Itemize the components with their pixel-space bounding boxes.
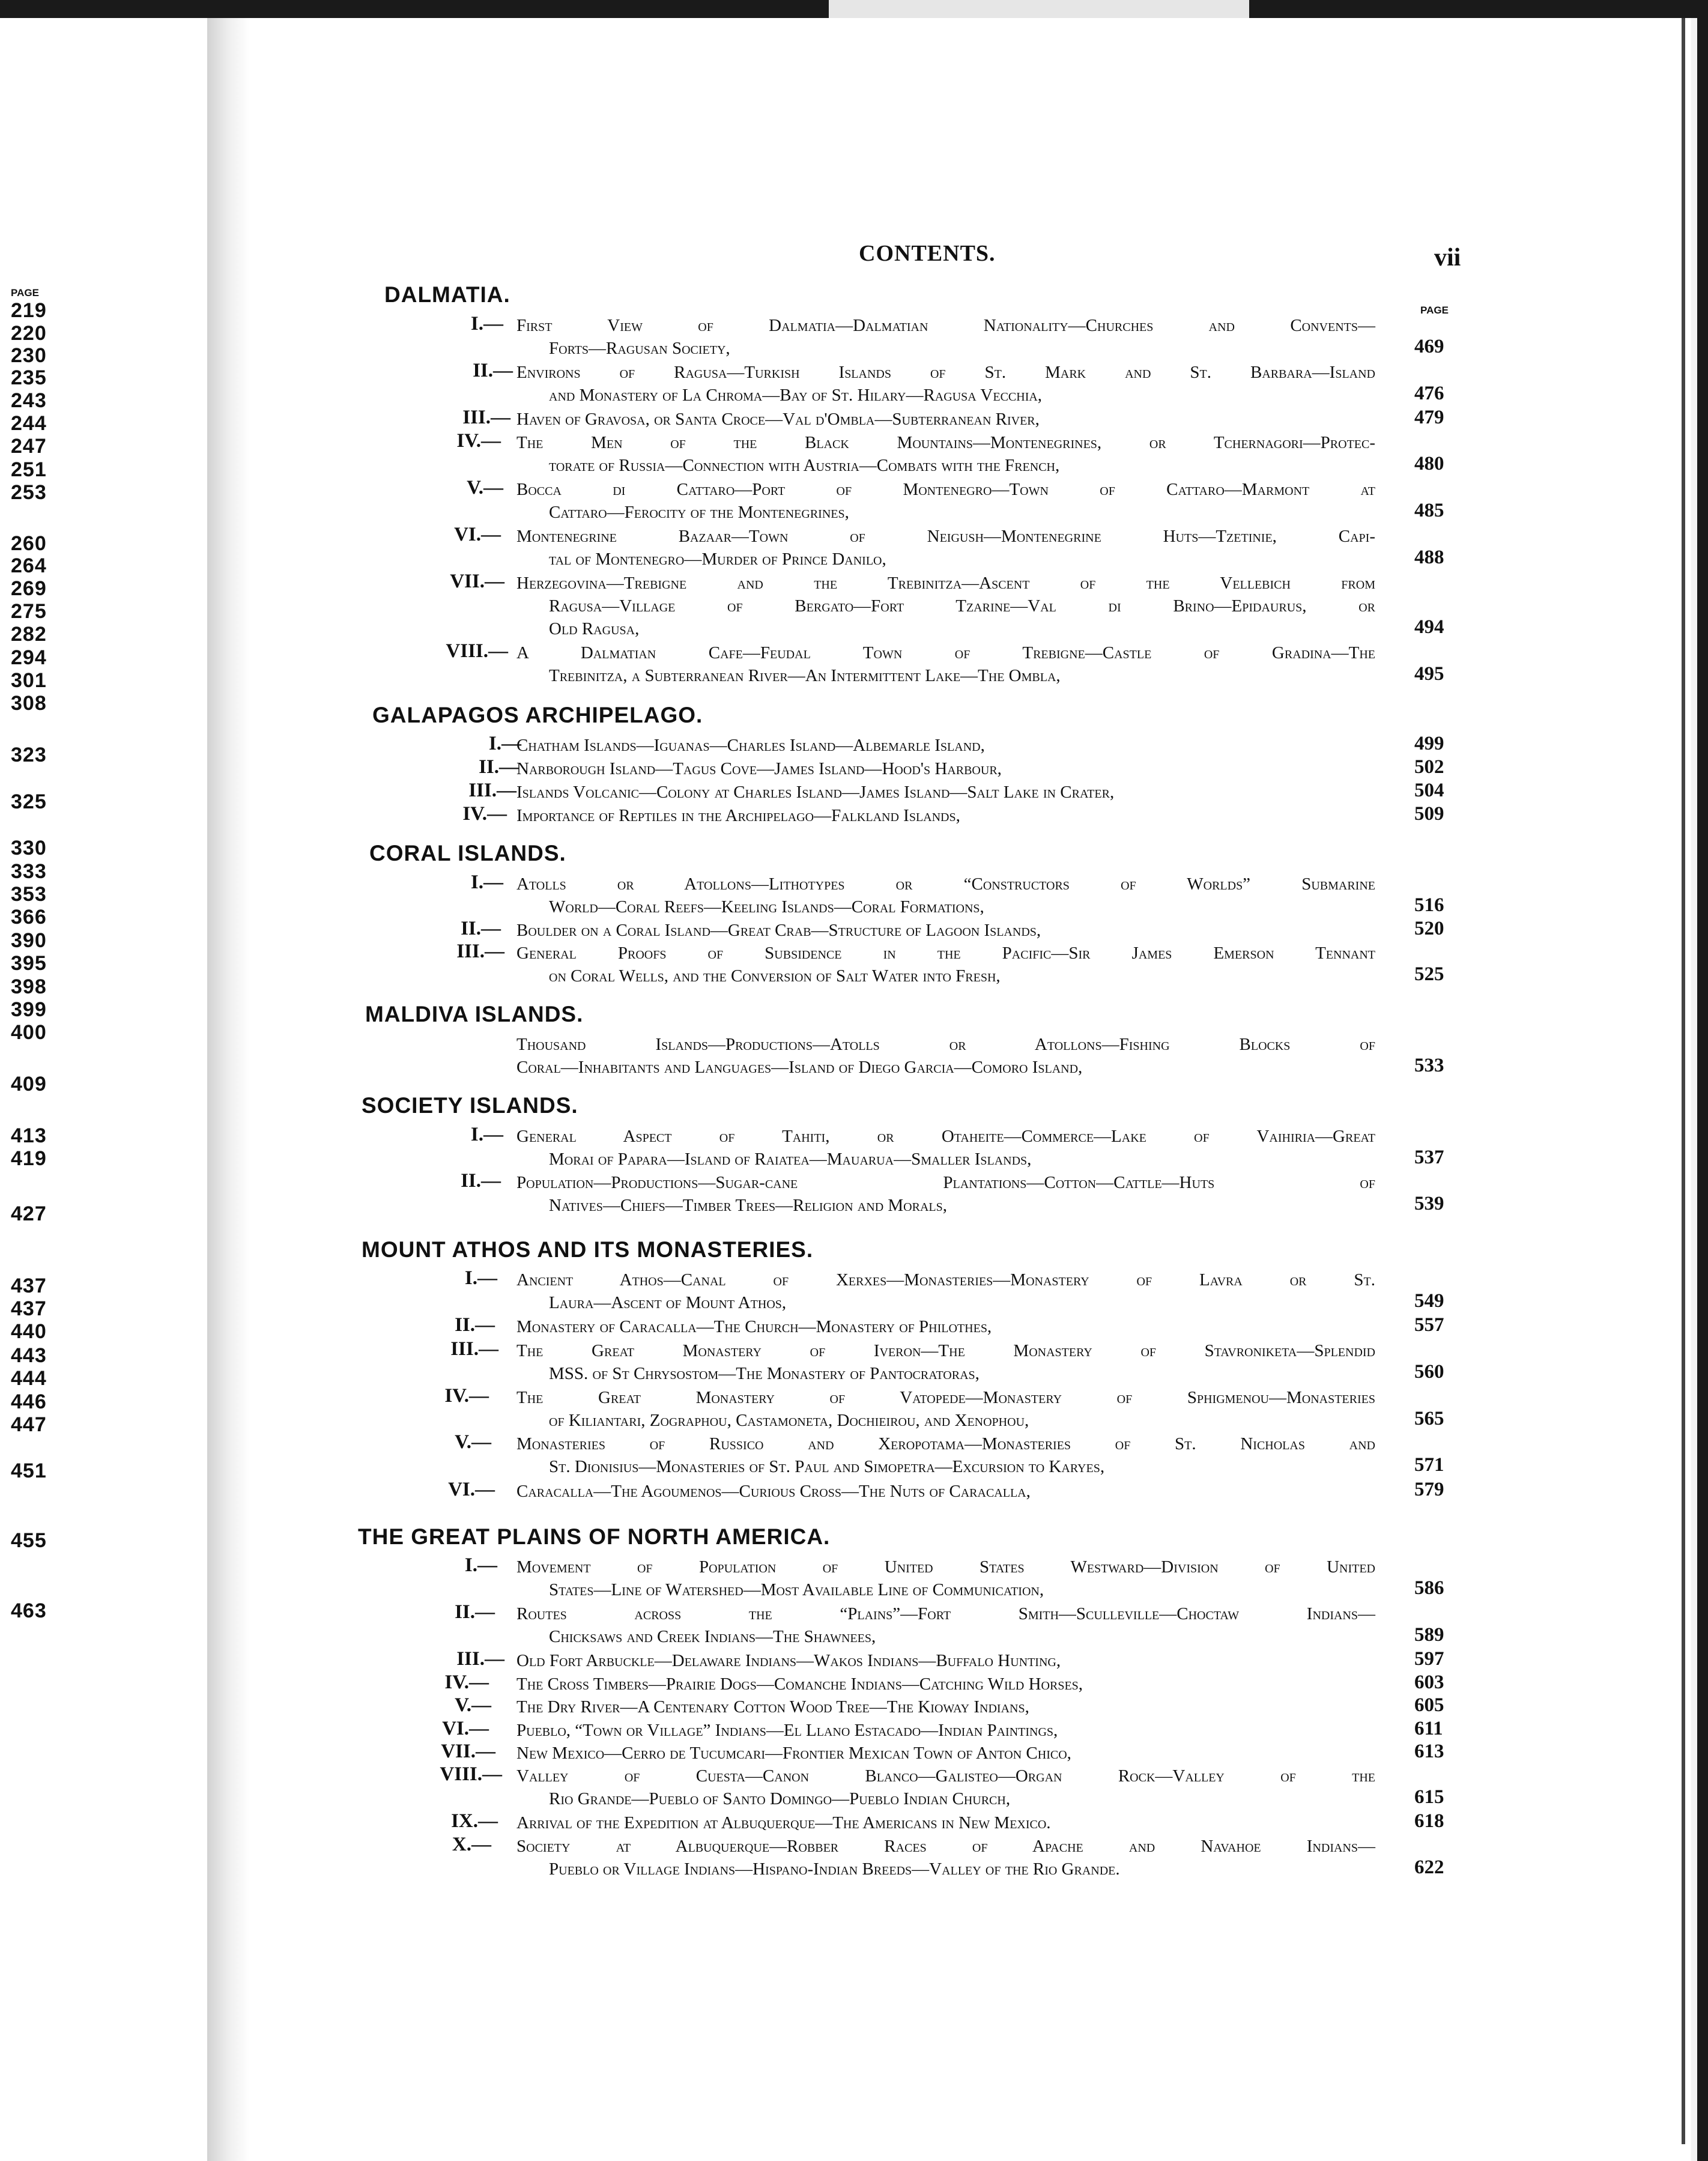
entry-line: Haven of Gravosa, or Santa Croce—Val d'Ombla—Subterranean River, — [516, 410, 1040, 429]
toc-entry — [464, 1267, 1375, 1314]
section-heading: MOUNT ATHOS AND ITS MONASTERIES. — [362, 1237, 814, 1262]
toc-entry — [467, 477, 1375, 524]
toc-entry — [444, 1672, 1375, 1696]
entry-line: Coral—Inhabitants and Languages—Island of Diego Garcia—Comoro Island, — [516, 1058, 1083, 1077]
page-number: 611 — [1414, 1718, 1443, 1739]
entry-line: on Coral Wells, and the Conversion of Salt Water into Fresh, — [549, 966, 1001, 986]
left-page-number: 451 — [11, 1459, 47, 1482]
chapter-number: III.— — [468, 780, 516, 801]
entry-line: Pueblo, “Town or Village” Indians—El Llano Estacado—Indian Paintings, — [516, 1721, 1058, 1740]
left-page-number: 275 — [11, 600, 47, 623]
section-heading: GALAPAGOS ARCHIPELAGO. — [372, 703, 703, 727]
entry-line: Movement of Population of United States Westward—Division of United — [516, 1557, 1375, 1577]
left-page-number: 398 — [11, 975, 47, 998]
left-page-number: 333 — [11, 860, 47, 883]
chapter-number: III.— — [450, 1338, 498, 1360]
left-page-number: 413 — [11, 1124, 47, 1147]
toc-entry — [470, 1124, 1375, 1171]
chapter-number: VIII.— — [440, 1763, 502, 1785]
left-page-number: 400 — [11, 1021, 47, 1044]
entry-line: The Men of the Black Mountains—Montenegrines, or Tchernagori—Protec- — [516, 433, 1375, 452]
left-page-number: 463 — [11, 1599, 47, 1622]
entry-line: General Proofs of Subsidence in the Pacific—Sir James Emerson Tennant — [516, 944, 1375, 963]
chapter-number: VI.— — [454, 524, 501, 545]
page-number: 495 — [1414, 663, 1444, 685]
entry-line: Pueblo or Village Indians—Hispano-Indian Breeds—Valley of the Rio Grande. — [549, 1859, 1120, 1879]
chapter-number: IV.— — [462, 803, 507, 825]
entry-line: The Great Monastery of Vatopede—Monastery of Sphigmenou—Monasteries — [516, 1388, 1375, 1407]
left-page-number: 427 — [11, 1202, 47, 1225]
entry-line: Forts—Ragusan Society, — [549, 339, 730, 358]
entry-line: Chicksaws and Creek Indians—The Shawnees, — [549, 1627, 876, 1646]
chapter-number: I.— — [470, 1124, 503, 1145]
chapter-number: I.— — [470, 871, 503, 893]
entry-line: of Kiliantari, Zographou, Castamoneta, Dochieirou, and Xenophou, — [549, 1411, 1029, 1430]
page-column-label: PAGE — [1420, 305, 1449, 316]
entry-line: Old Fort Arbuckle—Delaware Indians—Wakos Indians—Buffalo Hunting, — [516, 1651, 1061, 1670]
toc-entry — [450, 1338, 1375, 1385]
page-number: 480 — [1414, 453, 1444, 474]
chapter-number: I.— — [464, 1554, 497, 1576]
page-number: 557 — [1414, 1314, 1444, 1336]
chapter-number: VIII.— — [446, 640, 508, 662]
entry-line: Herzegovina—Trebigne and the Trebinitza—Ascent of the Vellebich from — [516, 574, 1375, 593]
left-page-number: 437 — [11, 1274, 47, 1297]
toc-entry — [479, 756, 1375, 780]
page-number: 615 — [1414, 1786, 1444, 1808]
page-number: 549 — [1414, 1290, 1444, 1312]
left-page-number: 264 — [11, 554, 47, 577]
entry-line: First View of Dalmatia—Dalmatian Nationality—Churches and Convents— — [516, 316, 1375, 335]
left-page-number: 325 — [11, 790, 47, 813]
left-page-number: 330 — [11, 837, 47, 859]
chapter-number: VII.— — [441, 1741, 495, 1762]
entry-line: torate of Russia—Connection with Austria—Combats with the French, — [549, 456, 1060, 475]
left-page-number: 443 — [11, 1344, 47, 1367]
entry-line: Arrival of the Expedition at Albuquerque—The Americans in New Mexico. — [516, 1813, 1051, 1832]
entry-line: and Monastery of La Chroma—Bay of St. Hilary—Ragusa Vecchia, — [549, 386, 1043, 405]
folio: vii — [1434, 244, 1461, 271]
left-page-number: 235 — [11, 366, 47, 389]
toc-entry — [442, 1718, 1375, 1742]
toc-entry — [461, 1170, 1375, 1217]
left-page-number: 353 — [11, 883, 47, 906]
page-number: 560 — [1414, 1361, 1444, 1383]
left-page-number: 247 — [11, 435, 47, 458]
left-page-number: 446 — [11, 1390, 47, 1413]
page-number: 516 — [1414, 894, 1444, 916]
page-number: 603 — [1414, 1672, 1444, 1693]
toc-entry — [488, 733, 1375, 757]
left-page-number: 308 — [11, 692, 47, 715]
page-number: 533 — [1414, 1055, 1444, 1076]
entry-line: St. Dionisius—Monasteries of St. Paul and Simopetra—Excursion to Karyes, — [549, 1457, 1105, 1476]
section-heading: SOCIETY ISLANDS. — [362, 1093, 578, 1118]
left-page-number: 219 — [11, 299, 47, 322]
chapter-number: III.— — [462, 407, 510, 428]
chapter-number: I.— — [464, 1267, 497, 1289]
toc-entry — [455, 1314, 1375, 1338]
page-number: 571 — [1414, 1454, 1444, 1476]
entry-line: Monasteries of Russico and Xeropotama—Monasteries of St. Nicholas and — [516, 1434, 1375, 1453]
running-head: CONTENTS. — [859, 241, 996, 266]
toc-entry — [440, 1763, 1375, 1810]
section-heading: MALDIVA ISLANDS. — [365, 1002, 584, 1026]
entry-line: Montenegrine Bazaar—Town of Neigush—Montenegrine Huts—Tzetinie, Capi- — [516, 527, 1375, 546]
chapter-number: I.— — [470, 313, 503, 335]
scan-top-scrap — [829, 0, 1249, 18]
chapter-number: IV.— — [456, 430, 501, 452]
chapter-number: VI.— — [442, 1718, 489, 1739]
left-page-number: 409 — [11, 1073, 47, 1096]
toc-entry — [456, 430, 1375, 477]
gutter-shadow — [207, 18, 249, 2161]
chapter-number: V.— — [455, 1431, 491, 1453]
entry-line: The Dry River—A Centenary Cotton Wood Tree—The Kioway Indians, — [516, 1697, 1029, 1717]
page-number: 539 — [1414, 1193, 1444, 1214]
entry-line: Rio Grande—Pueblo of Santo Domingo—Pueblo Indian Church, — [549, 1789, 1011, 1808]
entry-line: Old Ragusa, — [549, 619, 640, 638]
toc-entry — [473, 360, 1375, 407]
page-number: 586 — [1414, 1577, 1444, 1599]
page-number: 509 — [1414, 803, 1444, 825]
toc-entry — [450, 571, 1375, 640]
entry-line: Society at Albuquerque—Robber Races of Apache and Navahoe Indians— — [516, 1837, 1375, 1856]
chapter-number: III.— — [456, 1648, 504, 1670]
left-page-number: 395 — [11, 952, 47, 975]
page-number: 499 — [1414, 733, 1444, 754]
entry-line: Ancient Athos—Canal of Xerxes—Monasteries—Monastery of Lavra or St. — [516, 1270, 1375, 1290]
page-number: 579 — [1414, 1479, 1444, 1500]
entry-line: A Dalmatian Cafe—Feudal Town of Trebigne—Castle of Gradina—The — [516, 643, 1375, 662]
scan-right-border — [1697, 0, 1708, 2161]
left-page-number: 390 — [11, 929, 47, 952]
left-page-margin — [11, 287, 62, 1622]
scan-right-gap — [1691, 18, 1697, 2161]
section-heading: DALMATIA. — [384, 282, 510, 307]
entry-line: Environs of Ragusa—Turkish Islands of St. Mark and St. Barbara—Island — [516, 363, 1375, 382]
chapter-number: VI.— — [448, 1479, 495, 1500]
chapter-number: X.— — [452, 1834, 491, 1855]
entry-line: Laura—Ascent of Mount Athos, — [549, 1293, 787, 1312]
entry-line: World—Coral Reefs—Keeling Islands—Coral Formations, — [549, 897, 984, 917]
left-page-label: PAGE — [11, 287, 39, 299]
page-number: 520 — [1414, 918, 1444, 939]
page-number: 504 — [1414, 780, 1444, 801]
toc-entry — [462, 407, 1375, 431]
entry-line: Bocca di Cattaro—Port of Montenegro—Town of Cattaro—Marmont at — [516, 480, 1375, 499]
left-page-number: 366 — [11, 906, 47, 929]
chapter-number: V.— — [455, 1694, 491, 1716]
entry-line: Morai of Papara—Island of Raiatea—Mauarua—Smaller Islands, — [549, 1150, 1032, 1169]
toc-entry — [444, 1385, 1375, 1432]
entry-line: Boulder on a Coral Island—Great Crab—Structure of Lagoon Islands, — [516, 921, 1041, 940]
left-page-number: 455 — [11, 1529, 47, 1552]
page-number: 494 — [1414, 616, 1444, 638]
entry-line: Atolls or Atollons—Lithotypes or “Constructors of Worlds” Submarine — [516, 874, 1375, 894]
entry-line: Valley of Cuesta—Canon Blanco—Galisteo—Organ Rock—Valley of the — [516, 1766, 1375, 1786]
entry-line: Thousand Islands—Productions—Atolls or Atollons—Fishing Blocks of — [516, 1035, 1375, 1054]
entry-line: Caracalla—The Agoumenos—Curious Cross—The Nuts of Caracalla, — [516, 1482, 1031, 1501]
section-heading: THE GREAT PLAINS OF NORTH AMERICA. — [358, 1524, 831, 1549]
page-number: 525 — [1414, 963, 1444, 985]
entry-line: Ragusa—Village of Bergato—Fort Tzarine—Val di Brino—Epidaurus, or — [549, 596, 1375, 616]
section-heading: CORAL ISLANDS. — [369, 841, 566, 865]
chapter-number: VII.— — [450, 571, 504, 592]
left-page-number: 447 — [11, 1413, 47, 1436]
entry-line: Population—Productions—Sugar-cane Plantations—Cotton—Cattle—Huts of — [516, 1173, 1375, 1192]
toc-entry — [461, 918, 1375, 942]
left-page-number: 269 — [11, 577, 47, 600]
toc-entry — [446, 640, 1375, 687]
toc-entry — [456, 1648, 1375, 1672]
left-page-number: 230 — [11, 344, 47, 367]
page-number: 502 — [1414, 756, 1444, 778]
toc-entry — [452, 1834, 1375, 1881]
chapter-number: II.— — [461, 1170, 501, 1192]
chapter-number: III.— — [456, 941, 504, 962]
entry-line: New Mexico—Cerro de Tucumcari—Frontier Mexican Town of Anton Chico, — [516, 1744, 1071, 1763]
chapter-number: IX.— — [451, 1810, 498, 1832]
page-number: 597 — [1414, 1648, 1444, 1670]
toc-entry — [470, 871, 1375, 918]
left-page-number: 294 — [11, 646, 47, 669]
toc-entry — [455, 1431, 1375, 1478]
left-page-number: 399 — [11, 998, 47, 1021]
page-number: 622 — [1414, 1856, 1444, 1878]
page-number: 565 — [1414, 1408, 1444, 1429]
page-number: 605 — [1414, 1694, 1444, 1716]
left-page-number: 301 — [11, 669, 47, 692]
entry-line: The Great Monastery of Iveron—The Monastery of Stavroniketa—Splendid — [516, 1341, 1375, 1360]
page-number: 479 — [1414, 407, 1444, 428]
left-page-number: 220 — [11, 322, 47, 345]
chapter-number: II.— — [455, 1314, 495, 1336]
left-page-number: 253 — [11, 481, 47, 504]
page-number: 589 — [1414, 1624, 1444, 1646]
entry-line: Routes across the “Plains”—Fort Smith—Sculleville—Choctaw Indians— — [516, 1604, 1375, 1623]
entry-line: Trebinitza, a Subterranean River—An Intermittent Lake—The Ombla, — [549, 666, 1061, 685]
entry-line: Natives—Chiefs—Timber Trees—Religion and Morals, — [549, 1196, 947, 1215]
left-page-number: 437 — [11, 1297, 47, 1320]
entry-line: Chatham Islands—Iguanas—Charles Island—Albemarle Island, — [516, 736, 985, 755]
chapter-number: II.— — [479, 756, 519, 778]
entry-line: tal of Montenegro—Murder of Prince Danilo, — [549, 550, 886, 569]
entry-line: Monastery of Caracalla—The Church—Monastery of Philothes, — [516, 1317, 992, 1336]
page-number: 485 — [1414, 500, 1444, 521]
entry-line: The Cross Timbers—Prairie Dogs—Comanche Indians—Catching Wild Horses, — [516, 1675, 1083, 1694]
chapter-number: IV.— — [444, 1672, 489, 1693]
left-page-number: 323 — [11, 744, 47, 766]
toc-entry — [516, 1033, 1375, 1079]
chapter-number: II.— — [473, 360, 513, 381]
chapter-number: I.— — [488, 733, 521, 754]
toc-entry — [455, 1694, 1375, 1718]
entry-line: Narborough Island—Tagus Cove—James Island—Hood's Harbour, — [516, 759, 1002, 778]
page-number: 613 — [1414, 1741, 1444, 1762]
page-number: 537 — [1414, 1147, 1444, 1168]
toc-entry — [456, 941, 1375, 987]
left-page-number: 244 — [11, 412, 47, 435]
toc-entry — [470, 313, 1375, 360]
toc-entry — [454, 524, 1375, 571]
toc-entry — [441, 1741, 1375, 1765]
page-number: 476 — [1414, 383, 1444, 404]
left-page-number: 440 — [11, 1320, 47, 1343]
toc-entry — [468, 780, 1375, 804]
entry-line: General Aspect of Tahiti, or Otaheite—Commerce—Lake of Vaihiria—Great — [516, 1127, 1375, 1146]
left-page-number: 282 — [11, 623, 47, 646]
page-number: 618 — [1414, 1810, 1444, 1832]
chapter-number: IV.— — [444, 1385, 489, 1407]
toc-entry — [462, 803, 1375, 827]
left-page-number: 251 — [11, 458, 47, 481]
entry-line: Islands Volcanic—Colony at Charles Island—James Island—Salt Lake in Crater, — [516, 783, 1115, 802]
page-frame-edge — [1682, 18, 1685, 2144]
chapter-number: II.— — [455, 1601, 495, 1623]
left-page-number: 260 — [11, 532, 47, 555]
toc-entry — [464, 1554, 1375, 1601]
left-page-number: 243 — [11, 389, 47, 412]
entry-line: MSS. of St Chrysostom—The Monastery of Pantocratoras, — [549, 1364, 980, 1383]
entry-line: Cattaro—Ferocity of the Montenegrines, — [549, 503, 849, 522]
toc-entry — [448, 1479, 1375, 1503]
toc-entry — [451, 1810, 1375, 1834]
entry-line: Importance of Reptiles in the Archipelago—Falkland Islands, — [516, 806, 960, 825]
chapter-number: II.— — [461, 918, 501, 939]
toc-entry — [455, 1601, 1375, 1648]
left-page-number: 419 — [11, 1147, 47, 1170]
entry-line: States—Line of Watershed—Most Available Line of Communication, — [549, 1580, 1044, 1599]
page-number: 488 — [1414, 547, 1444, 568]
chapter-number: V.— — [467, 477, 503, 499]
left-page-number: 444 — [11, 1367, 47, 1390]
page-number: 469 — [1414, 336, 1444, 357]
